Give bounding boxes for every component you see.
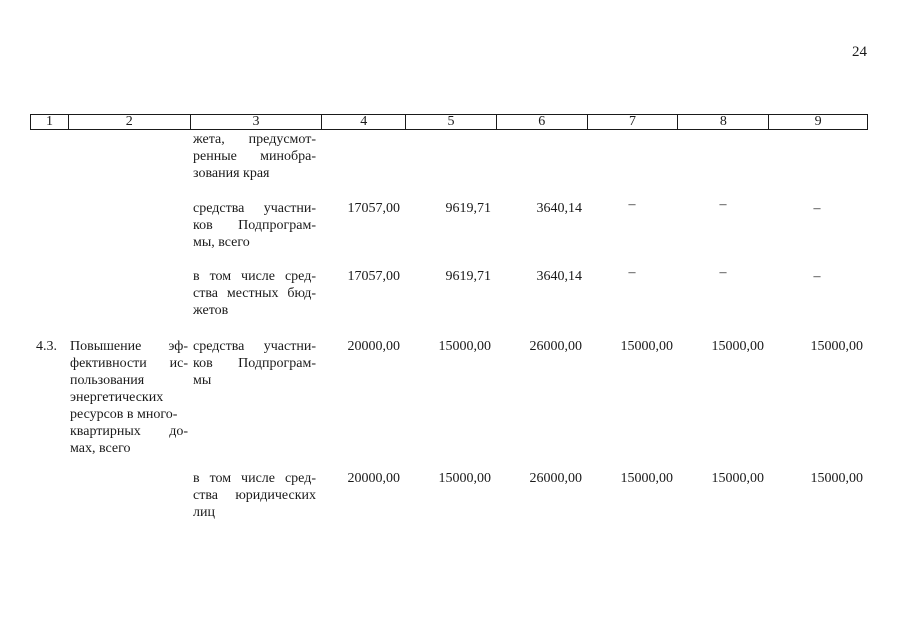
value-col-7: 15000,00 bbox=[620, 339, 673, 354]
text-line: пользования bbox=[70, 373, 145, 388]
text-line: жета, предусмот- bbox=[193, 132, 316, 147]
value-col-4: 20000,00 bbox=[347, 339, 400, 354]
row-source-description bbox=[193, 268, 316, 319]
text-line: в том числе сред- bbox=[193, 269, 316, 284]
value-col-5: 15000,00 bbox=[438, 339, 491, 354]
text-line: Повышение эф- bbox=[70, 339, 188, 354]
value-col-4: 17057,00 bbox=[347, 269, 400, 284]
value-col-8: 15000,00 bbox=[711, 471, 764, 486]
row-source-description bbox=[193, 200, 316, 251]
text-line: средства участни- bbox=[193, 201, 316, 216]
value-col-9: – bbox=[813, 269, 821, 284]
header-col-8: 8 bbox=[678, 115, 769, 129]
value-col-9: 15000,00 bbox=[810, 471, 863, 486]
value-col-8: – bbox=[719, 197, 727, 212]
text-line: мы, всего bbox=[193, 235, 250, 250]
header-col-7: 7 bbox=[588, 115, 679, 129]
value-col-5: 9619,71 bbox=[445, 201, 491, 216]
table-header-row bbox=[30, 114, 868, 130]
value-col-5: 15000,00 bbox=[438, 471, 491, 486]
text-line: в том числе сред- bbox=[193, 471, 316, 486]
value-col-8: 15000,00 bbox=[711, 339, 764, 354]
text-line: фективности ис- bbox=[70, 356, 188, 371]
value-col-6: 3640,14 bbox=[536, 201, 582, 216]
row-source-description bbox=[193, 338, 316, 389]
value-col-7: 15000,00 bbox=[620, 471, 673, 486]
page-number: 24 bbox=[852, 44, 867, 60]
value-col-7: – bbox=[628, 197, 636, 212]
text-line: зования края bbox=[193, 166, 270, 181]
text-line: ства юридических bbox=[193, 488, 316, 503]
text-line: ренные минобра- bbox=[193, 149, 316, 164]
value-col-6: 26000,00 bbox=[529, 471, 582, 486]
value-col-8: – bbox=[719, 265, 727, 280]
row-source-description bbox=[193, 470, 316, 521]
text-line: жетов bbox=[193, 303, 229, 318]
value-col-4: 20000,00 bbox=[347, 471, 400, 486]
text-line: мы bbox=[193, 373, 212, 388]
text-line: лиц bbox=[193, 505, 215, 520]
value-col-9: 15000,00 bbox=[810, 339, 863, 354]
text-line: энергетических bbox=[70, 390, 164, 405]
header-col-9: 9 bbox=[814, 114, 822, 129]
row-source-description bbox=[193, 131, 316, 182]
header-col-1: 1 bbox=[31, 115, 69, 129]
header-col-2: 2 bbox=[69, 115, 191, 129]
header-col-6: 6 bbox=[497, 115, 588, 129]
value-col-5: 9619,71 bbox=[445, 269, 491, 284]
text-line: ства местных бюд- bbox=[193, 286, 316, 301]
header-col-4: 4 bbox=[322, 115, 406, 129]
text-line: ков Подпрограм- bbox=[193, 356, 316, 371]
text-line: средства участни- bbox=[193, 339, 316, 354]
row-number: 4.3. bbox=[36, 339, 57, 354]
text-line: квартирных до- bbox=[70, 424, 188, 439]
value-col-6: 26000,00 bbox=[529, 339, 582, 354]
text-line: ков Подпрограм- bbox=[193, 218, 316, 233]
value-col-9: – bbox=[813, 201, 821, 216]
row-measure-name bbox=[70, 338, 188, 457]
text-line: ресурсов в много- bbox=[70, 407, 178, 422]
text-line: мах, всего bbox=[70, 441, 131, 456]
value-col-4: 17057,00 bbox=[347, 201, 400, 216]
header-col-5: 5 bbox=[406, 115, 497, 129]
value-col-7: – bbox=[628, 265, 636, 280]
header-col-3: 3 bbox=[191, 115, 323, 129]
value-col-6: 3640,14 bbox=[536, 269, 582, 284]
